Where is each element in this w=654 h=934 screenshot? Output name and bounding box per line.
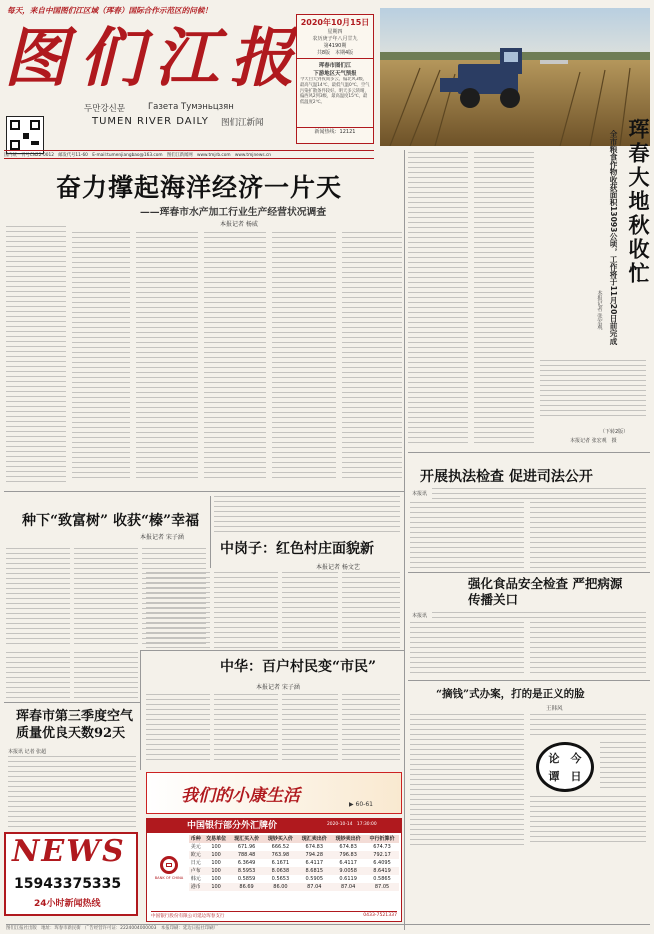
lead-headline[interactable]: 奋力撑起海洋经济一片天 (56, 173, 343, 202)
seal-char: 谭 (548, 770, 560, 783)
zhonghua-byline: 本报记者 宋子涵 (256, 684, 300, 691)
cell: 794.28 (305, 852, 324, 858)
cell: 100 (211, 844, 221, 850)
cell: 港币 (190, 884, 201, 890)
banner-page: ▶ 60-61 (349, 801, 373, 808)
lead-body-col (342, 232, 402, 482)
cell: 6.1671 (271, 860, 290, 866)
village-body (146, 572, 210, 648)
cell: 美元 (190, 844, 201, 850)
photo-news-continue: （下转2版） (600, 429, 629, 435)
food-body (410, 622, 524, 674)
comment-body (600, 742, 646, 792)
cell: 87.04 (340, 884, 356, 890)
air-byline: 本报讯 记者 张超 (8, 749, 47, 755)
news-label: NEWS (12, 834, 126, 869)
comment-headline[interactable]: “摘钱”式办案，打的是正义的脸 (436, 688, 585, 700)
law-body (432, 488, 646, 500)
food-byline: 本报讯 (412, 613, 428, 619)
korean-name: 두만강신문 (84, 104, 126, 114)
law-body (530, 502, 646, 568)
cell: 8.5953 (237, 868, 256, 874)
cell: 6.4117 (305, 860, 324, 866)
lead-byline: 本报记者 杨威 (220, 221, 258, 228)
air-headline[interactable]: 珲春市第三季度空气质量优良天数92天 (16, 709, 134, 741)
comment-body (410, 714, 524, 846)
cell: 韩元 (190, 876, 201, 882)
qr-code-icon (6, 116, 44, 154)
cell: 0.5865 (373, 876, 391, 882)
bank-row (189, 859, 399, 867)
cell: 0.5905 (305, 876, 324, 882)
bank-row (189, 875, 399, 883)
law-byline: 本报讯 (412, 491, 428, 497)
bank-logo-icon (160, 856, 178, 874)
law-body (410, 502, 524, 568)
news-hotline: 新闻热线：12121 (297, 127, 373, 135)
village-body (342, 572, 400, 648)
cell: 100 (211, 884, 221, 890)
village-body (214, 572, 278, 648)
commentary-seal-icon (536, 742, 594, 792)
chinese-subname: 图们江新闻 (221, 118, 264, 128)
cell: 100 (211, 868, 221, 874)
cell: 763.98 (271, 852, 290, 858)
food-body (432, 612, 646, 620)
village-body (282, 572, 338, 648)
cell: 6.3649 (237, 860, 256, 866)
photo-caption-sub: 全市粮食作物收获面积13093公顷，工作将于11月20日前完成 (609, 130, 618, 345)
lead-subtitle: ——珲春市水产加工行业生产经营状况调查 (140, 207, 327, 218)
cell: 日元 (190, 860, 201, 866)
bank-rates (189, 835, 399, 891)
cell: 666.52 (271, 844, 290, 850)
masthead-char: 报 (229, 21, 294, 96)
bank-title: 中国银行部分外汇牌价 (147, 819, 401, 833)
cell: 100 (211, 876, 221, 882)
seed-headline[interactable]: 种下“致富树” 收获“榛”幸福 (22, 513, 200, 529)
cell: 788.48 (237, 852, 256, 858)
masthead-char: 江 (154, 21, 219, 96)
weather-text: 今天白天到夜间多云，偏北风3级，最高气温14℃，最低气温0℃。空气污染扩散条件较好。明天多云转晴，偏西风2到3级，最高温度15℃，最低温度2℃。 (300, 77, 370, 106)
cell: 87.05 (374, 884, 390, 890)
bank-date: 2020-10-14 17:30:00 (327, 822, 377, 827)
masthead (4, 18, 292, 158)
village-byline: 本报记者 杨文艺 (316, 564, 360, 571)
bank-header: 现钞卖出价 (335, 836, 361, 842)
cell: 674.83 (305, 844, 324, 850)
cell: 796.83 (339, 852, 357, 858)
bank-phone: 0433-7521337 (363, 913, 397, 918)
seed-body (6, 548, 70, 648)
cell: 9.0058 (339, 868, 357, 874)
registration-bar: 国内统一刊号CN22-0012 邮发代号11-60 E-mail:tumenjiangbao@163.com 图们江新闻网 www.tmjrb.com www.tmjnews.cn (4, 150, 374, 159)
xiaokang-banner[interactable] (146, 772, 402, 814)
top-slogan: 每天，来自中国图们江区域（珲春）国际合作示范区的问候！ (7, 6, 213, 15)
zhonghua-headline[interactable]: 中华：百户村民变“市民” (220, 659, 377, 675)
village-headline[interactable]: 中岗子：红色村庄面貌新 (220, 541, 374, 557)
cell: 8.6419 (373, 868, 391, 874)
cell: 100 (211, 860, 221, 866)
cell: 卢布 (190, 868, 201, 874)
cell: 671.96 (237, 844, 256, 850)
seed-body (74, 652, 138, 702)
cell: 674.83 (339, 844, 357, 850)
seal-char: 日 (570, 770, 582, 783)
comment-body (530, 714, 646, 738)
lead-body-col (204, 232, 266, 482)
photo-caption-title: 珲春大地秋收忙 (626, 118, 650, 286)
edition-info: 共8版 本期4版 (297, 49, 373, 59)
lead-body-col (272, 232, 336, 482)
cell: 100 (211, 852, 221, 858)
russian-name: Газета Тумэньцзян (148, 102, 234, 112)
masthead-char: 图 (4, 21, 68, 96)
cell: 0.5653 (271, 876, 290, 882)
food-headline[interactable]: 强化食品安全检查 严把病源传播关口 (468, 576, 623, 607)
comment-body (530, 796, 646, 846)
footer-text: 图们江报社出版 地址：珲春市新民街 广告经营许可证：2224004000003 本报印刷：延边日报社印刷厂 (6, 924, 650, 932)
cell: 792.17 (373, 852, 391, 858)
hotline-subtitle: 24小时新闻热线 (34, 899, 101, 909)
lead-body-col (136, 232, 198, 482)
bank-row (189, 883, 399, 891)
zhonghua-body (146, 694, 210, 764)
weekday: 星期四 (327, 29, 343, 35)
bank-header: 中行折算价 (369, 836, 395, 842)
village-body (214, 496, 400, 532)
zhonghua-body (282, 694, 338, 764)
bank-header: 交易单位 (206, 836, 227, 842)
cell: 6.4117 (339, 860, 357, 866)
masthead-char: 们 (79, 21, 144, 96)
air-body (8, 756, 136, 828)
bank-row (189, 867, 399, 875)
bank-footer: 中国银行股份有限公司延边珲春支行 (151, 914, 225, 919)
dateline-box (296, 14, 374, 144)
lead-body-col (6, 226, 66, 482)
cell: 8.6815 (305, 868, 324, 874)
seed-byline: 本报记者 宋子涵 (140, 534, 184, 541)
cell: 87.04 (307, 884, 322, 890)
seal-char: 论 (548, 752, 560, 765)
seed-body (6, 652, 70, 702)
cell: 86.00 (273, 884, 288, 890)
weather-subtitle: 下游地区天气预报 (313, 71, 357, 77)
seal-char: 今 (570, 752, 582, 765)
banner-title: 我们的小康生活 (181, 786, 300, 806)
bank-header: 现钞买入价 (267, 836, 293, 842)
law-headline[interactable]: 开展执法检查 促进司法公开 (420, 469, 593, 485)
cell: 8.0638 (271, 868, 290, 874)
food-body (530, 622, 646, 674)
photo-story-col (474, 152, 534, 447)
comment-byline: 王韩风 (546, 706, 563, 712)
issue-date: 2020年10月15日 (300, 18, 370, 27)
seed-body (74, 548, 138, 648)
hotline-number: 15943375335 (14, 876, 122, 892)
cell: 0.6119 (339, 876, 357, 882)
cell: 6.4095 (373, 860, 391, 866)
lead-body-col (72, 232, 130, 482)
lunar-date: 农历庚子年八月廿九 (312, 36, 358, 42)
cell: 86.69 (239, 884, 254, 890)
photo-story-col (540, 360, 646, 420)
issue-number: 第4190期 (323, 43, 347, 49)
bank-header: 币种 (190, 836, 201, 842)
bank-rate-table (146, 818, 402, 922)
bank-header: 现汇卖出价 (301, 836, 327, 842)
bank-header: 现汇买入价 (234, 836, 260, 842)
cell: 674.73 (373, 844, 391, 850)
photo-caption-author: 本报记者 张宏观 (596, 290, 602, 330)
cell: 欧元 (190, 852, 201, 858)
zhonghua-body (342, 694, 400, 764)
cell: 0.5859 (237, 876, 256, 882)
photo-caption (590, 100, 650, 350)
photo-story-col (408, 152, 468, 447)
english-name: TUMEN RIVER DAILY (92, 116, 209, 127)
bank-row (189, 843, 399, 851)
news-hotline-ad[interactable] (4, 832, 138, 916)
weather-title: 珲春市图们江 (318, 63, 352, 69)
bank-row (189, 851, 399, 859)
masthead-title (4, 20, 294, 98)
zhonghua-body (214, 694, 278, 764)
bank-logo-text: BANK OF CHINA (154, 876, 184, 880)
photo-news-byline: 本报记者 张宏观 摄 (570, 438, 617, 444)
